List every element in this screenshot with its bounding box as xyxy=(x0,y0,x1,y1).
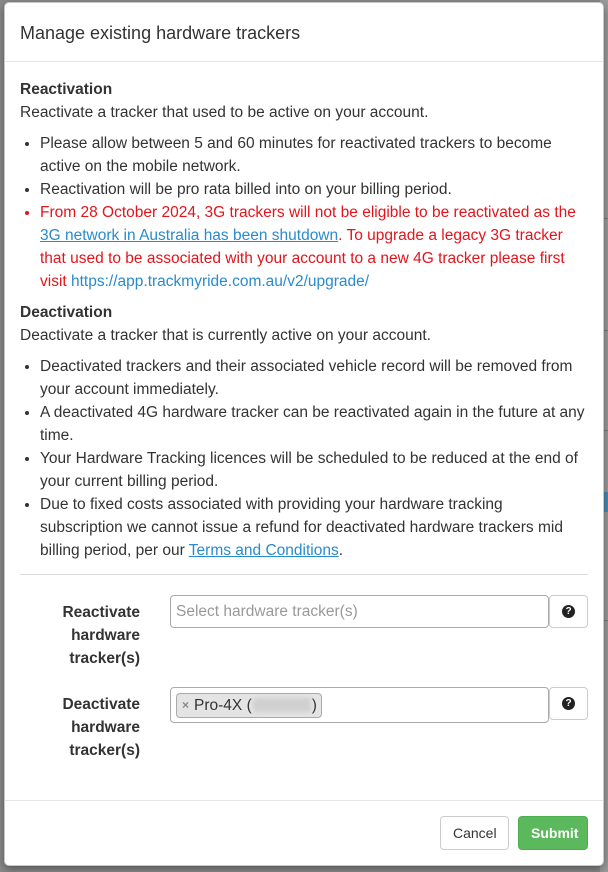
deactivation-list xyxy=(20,355,588,562)
modal-title: Manage existing hardware trackers xyxy=(20,23,301,43)
warning-text: From 28 October 2024, 3G trackers will not be eligible to be reactivated as the xyxy=(40,204,576,221)
label-line: tracker(s) xyxy=(69,742,140,759)
list-item: • Reactivation will be pro rata billed into on your billing period. xyxy=(40,178,588,201)
list-item: • Please allow between 5 and 60 minutes for reactivated trackers to become active on the mobile network. xyxy=(40,132,588,178)
deactivate-form-row xyxy=(20,687,588,779)
reactivate-tracker-select[interactable] xyxy=(170,595,549,628)
label-line: Reactivate xyxy=(62,604,140,621)
question-circle-icon: ? xyxy=(562,697,575,710)
reactivate-label xyxy=(20,601,140,670)
upgrade-link[interactable]: https://app.trackmyride.com.au/v2/upgrade/ xyxy=(71,273,370,290)
reactivation-description: Reactivate a tracker that used to be active on your account. xyxy=(20,104,429,121)
terms-and-conditions-link[interactable]: Terms and Conditions xyxy=(188,542,339,559)
reactivate-help-button[interactable] xyxy=(549,595,588,628)
tag-label-suffix: ) xyxy=(311,696,317,714)
form-divider xyxy=(20,574,588,575)
manage-trackers-modal xyxy=(4,2,604,866)
deactivate-help-button[interactable] xyxy=(549,687,588,720)
label-line: hardware xyxy=(71,719,140,736)
deactivation-description: Deactivate a tracker that is currently active on your account. xyxy=(20,327,431,344)
question-circle-icon: ? xyxy=(562,605,575,618)
3g-shutdown-link[interactable]: 3G network in Australia has been shutdown xyxy=(40,227,339,244)
list-item-3g-warning xyxy=(40,201,588,293)
modal-header xyxy=(5,3,603,62)
reactivate-form-row xyxy=(20,595,588,687)
refund-text: Due to fixed costs associated with providing your hardware tracking subscription we cannot issue a refund for deactivated hardware trackers mid billing period, per our xyxy=(40,496,563,559)
tag-label-prefix: Pro-4X ( xyxy=(194,696,252,714)
modal-footer xyxy=(5,800,603,865)
deactivation-heading: Deactivation xyxy=(20,304,113,321)
label-line: hardware xyxy=(71,627,140,644)
refund-text-end: . xyxy=(338,542,344,559)
list-item: • A deactivated 4G hardware tracker can be reactivated again in the future at any time. xyxy=(40,401,588,447)
reactivation-list xyxy=(20,132,588,293)
submit-button[interactable]: Submit xyxy=(518,816,588,850)
background-accent xyxy=(604,492,608,512)
label-line: tracker(s) xyxy=(69,650,140,667)
reactivate-select-placeholder: Select hardware tracker(s) xyxy=(176,603,358,620)
selected-tracker-tag xyxy=(176,693,322,718)
list-item: • Your Hardware Tracking licences will be scheduled to be reduced at the end of your current billing period. xyxy=(40,447,588,493)
cancel-button[interactable]: Cancel xyxy=(440,816,509,850)
tag-remove-icon[interactable]: × xyxy=(182,697,190,712)
deactivate-tracker-select[interactable] xyxy=(170,687,549,723)
label-line: Deactivate xyxy=(62,696,140,713)
deactivate-label xyxy=(20,693,140,762)
redacted-tracker-id xyxy=(253,698,311,712)
list-item: • Deactivated trackers and their associated vehicle record will be removed from your account immediately. xyxy=(40,355,588,401)
warning-text: . To upgrade a legacy 3G tracker that used to be associated with your account to a new 4G tracker please first visit xyxy=(40,227,565,290)
reactivation-heading: Reactivation xyxy=(20,81,113,98)
list-item xyxy=(40,493,588,562)
modal-body xyxy=(5,62,603,779)
